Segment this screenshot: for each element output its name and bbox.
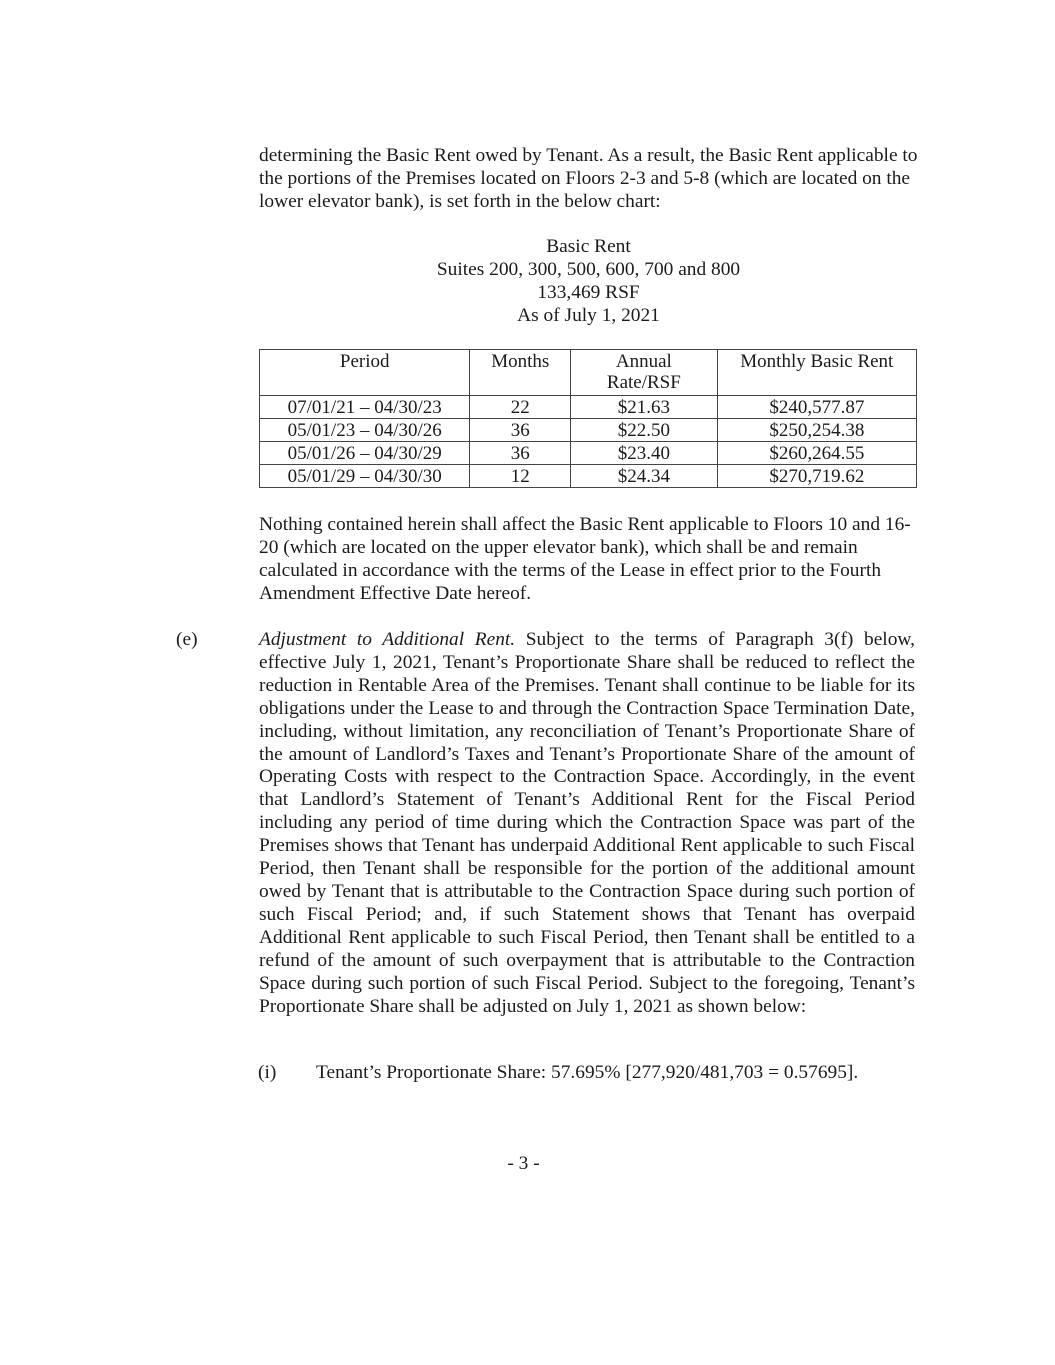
header-monthly-basic-rent: Monthly Basic Rent [717, 350, 916, 396]
upper-floors-paragraph: Nothing contained herein shall affect the Basic Rent applicable to Floors 10 and 16-20 (which are located on the upper elevator bank), which shall be and remain calculated in accordance with the terms of the Lease in effect prior to the Fourth Amendment Effective Date hereof. [259, 514, 911, 604]
cell-months: 12 [470, 465, 571, 488]
basic-rent-table [259, 349, 917, 488]
chart-heading-title: Basic Rent [546, 236, 631, 257]
header-annual-rate [571, 350, 718, 396]
item-i-label: (i) [258, 1062, 277, 1083]
cell-period: 05/01/26 – 04/30/29 [260, 442, 470, 465]
table-header-row [260, 350, 917, 396]
header-months: Months [470, 350, 571, 396]
header-annual-line1: Annual [615, 351, 672, 372]
cell-months: 36 [470, 419, 571, 442]
table-row [260, 419, 917, 442]
cell-monthly: $260,264.55 [717, 442, 916, 465]
section-e-heading: Adjustment to Additional Rent. [259, 629, 516, 650]
chart-heading-date: As of July 1, 2021 [517, 304, 660, 326]
chart-heading-suites: Suites 200, 300, 500, 600, 700 and 800 [436, 258, 741, 280]
header-annual-line2: Rate/RSF [606, 372, 681, 393]
header-period: Period [260, 350, 470, 396]
cell-rate: $24.34 [571, 465, 718, 488]
cell-rate: $22.50 [571, 419, 718, 442]
cell-months: 36 [470, 442, 571, 465]
cell-rate: $21.63 [571, 396, 718, 419]
cell-period: 05/01/23 – 04/30/26 [260, 419, 470, 442]
basic-rent-chart-heading [0, 236, 1055, 328]
section-e-body: Subject to the terms of Paragraph 3(f) below, effective July 1, 2021, Tenant’s Proportionate Share shall be reduced to reflect the reduction in Rentable Area of the Premises. Tenant shall continue to be liable for its obligations under the Lease to and through the Contraction Space Termination Date, including, without limitation, any reconciliation of Tenant’s Proportionate Share of the amount of Landlord’s Taxes and Tenant’s Proportionate Share of the amount of Operating Costs with respect to the Contraction Space. Accordingly, in the event that Landlord’s Statement of Tenant’s Additional Rent for the Fiscal Period including any period of time during which the Contraction Space was part of the Premises shows that Tenant has underpaid Additional Rent applicable to such Fiscal Period, then Tenant shall be responsible for the portion of the additional amount owed by Tenant that is attributable to the Contraction Space during such portion of such Fiscal Period; and, if such Statement shows that Tenant has overpaid Additional Rent applicable to such Fiscal Period, then Tenant shall be entitled to a refund of the amount of such overpayment that is attributable to the Contraction Space during such portion of such Fiscal Period. Subject to the foregoing, Tenant’s Proportionate Share shall be adjusted on July 1, 2021 as shown below: [259, 629, 915, 1017]
table-row [260, 465, 917, 488]
cell-monthly: $250,254.38 [717, 419, 916, 442]
cell-period: 07/01/21 – 04/30/23 [260, 396, 470, 419]
proportionate-share-item: Tenant’s Proportionate Share: 57.695% [277,920/481,703 = 0.57695]. [316, 1062, 859, 1083]
section-e-label: (e) [176, 629, 198, 650]
table-row [260, 442, 917, 465]
cell-months: 22 [470, 396, 571, 419]
intro-paragraph: determining the Basic Rent owed by Tenant. As a result, the Basic Rent applicable to the portions of the Premises located on Floors 2-3 and 5-8 (which are located on the lower elevator bank), is set forth in the below chart: [259, 145, 918, 212]
cell-rate: $23.40 [571, 442, 718, 465]
cell-monthly: $240,577.87 [717, 396, 916, 419]
table-row [260, 396, 917, 419]
cell-monthly: $270,719.62 [717, 465, 916, 488]
cell-period: 05/01/29 – 04/30/30 [260, 465, 470, 488]
page-number: - 3 - [507, 1153, 540, 1174]
section-e-paragraph [259, 629, 915, 1018]
chart-heading-rsf: 133,469 RSF [537, 281, 640, 303]
